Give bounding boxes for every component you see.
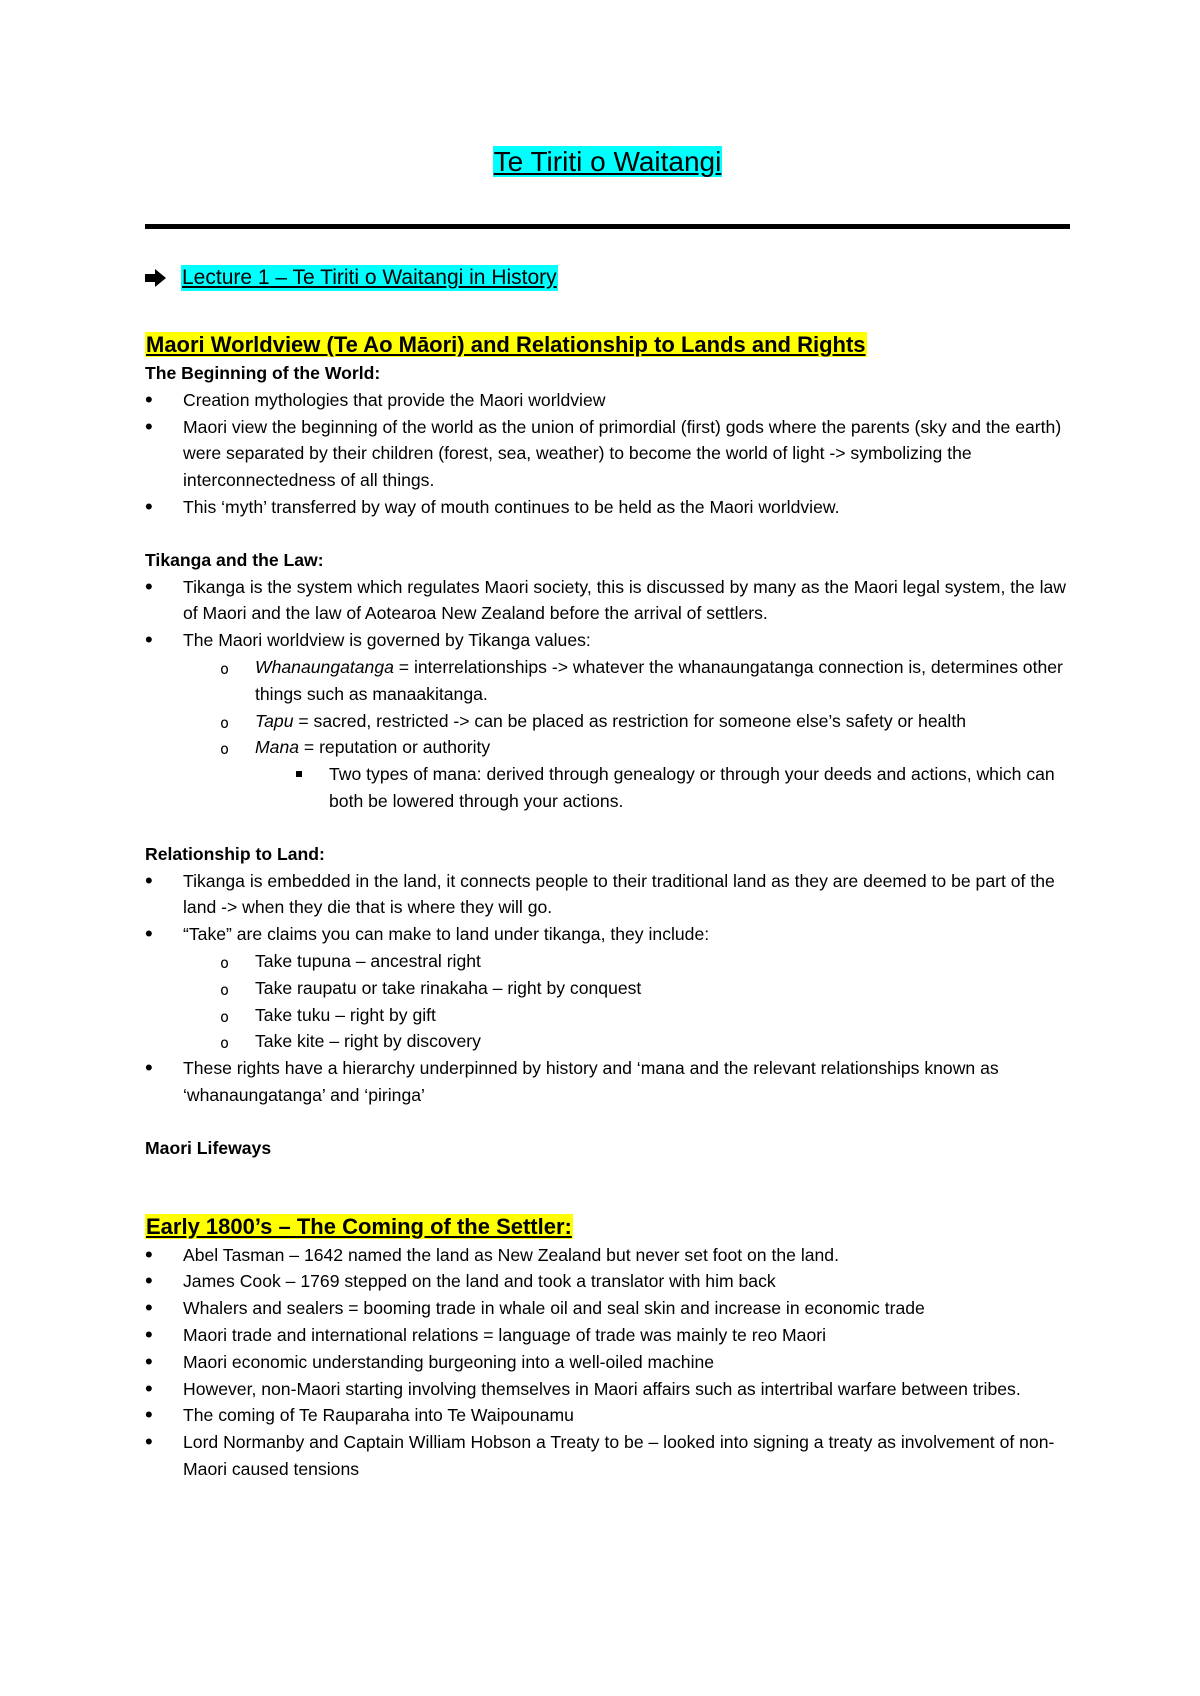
lecture-heading	[145, 265, 558, 291]
title-block	[145, 145, 1070, 179]
list-item: o Tapu = sacred, restricted -> can be placed as restriction for someone else’s safety or health	[145, 708, 1070, 735]
list-item: o Mana = reputation or authority Two types of mana: derived through genealogy or through your deeds and actions, which can both be lowered through your actions.	[145, 734, 1070, 814]
list-item: • Lord Normanby and Captain William Hobson a Treaty to be – looked into signing a treaty as involvement of non-Maori caused tensions	[145, 1429, 1070, 1483]
settler-list	[145, 1242, 1070, 1483]
list-item: • Whalers and sealers = booming trade in whale oil and seal skin and increase in economic trade	[145, 1295, 1070, 1322]
list-item: • “Take” are claims you can make to land under tikanga, they include: o Take tupuna – ancestral right o Take raupatu or take rinakaha – right by conquest o Take tuku – right by gift o Take kite – right by discovery	[145, 921, 1070, 1055]
list-item: o Take raupatu or take rinakaha – right by conquest	[145, 975, 1070, 1002]
subheading-lifeways: Maori Lifeways	[145, 1137, 272, 1158]
list-item: o Whanaungatanga = interrelationships -> whatever the whanaungatanga connection is, determines other things such as manaakitanga.	[145, 654, 1070, 708]
mana-sub-list	[255, 761, 1070, 815]
list-item: • Tikanga is the system which regulates Maori society, this is discussed by many as the Maori legal system, the law of Maori and the law of Aotearoa New Zealand before the arrival of settlers.	[145, 574, 1070, 628]
page-title: Te Tiriti o Waitangi	[493, 146, 722, 177]
list-item: o Take kite – right by discovery	[145, 1028, 1070, 1055]
list-item: • Maori economic understanding burgeoning into a well-oiled machine	[145, 1349, 1070, 1376]
list-item: o Take tupuna – ancestral right	[145, 948, 1070, 975]
list-item: • The Maori worldview is governed by Tikanga values: o Whanaungatanga = interrelationships -> whatever the whanaungatanga connection is, determines other things such as manaakitanga. o Tapu = sacred, restricted -> can be placed as restriction for someone else’s safety or health o Mana = reputation or authority Two types of mana: derived through genealogy or through your deeds and actions, which can both be lowered through your actions.	[145, 627, 1070, 815]
list-item: Two types of mana: derived through genealogy or through your deeds and actions, which can both be lowered through your actions.	[145, 761, 1070, 815]
subheading-land: Relationship to Land:	[145, 843, 325, 864]
horizontal-rule	[145, 224, 1070, 229]
arrow-right-icon	[145, 268, 167, 288]
list-item: • However, non-Maori starting involving themselves in Maori affairs such as intertribal warfare between tribes.	[145, 1376, 1070, 1403]
list-item: • These rights have a hierarchy underpinned by history and ‘mana and the relevant relationships known as ‘whanaungatanga’ and ‘piringa’	[145, 1055, 1070, 1109]
list-item: • Tikanga is embedded in the land, it connects people to their traditional land as they are deemed to be part of the land -> when they die that is where they will go.	[145, 868, 1070, 922]
section-heading-worldview: Maori Worldview (Te Ao Māori) and Relationship to Lands and Rights	[146, 332, 866, 357]
subheading-tikanga: Tikanga and the Law:	[145, 549, 324, 570]
section-heading-settler: Early 1800’s – The Coming of the Settler:	[146, 1213, 572, 1239]
list-item: • This ‘myth’ transferred by way of mouth continues to be held as the Maori worldview.	[145, 494, 1070, 521]
list-item: • Maori view the beginning of the world as the union of primordial (first) gods where the parents (sky and the earth) were separated by their children (forest, sea, weather) to become the world of light -> symbolizing the interconnectedness of all things.	[145, 414, 1070, 494]
tikanga-list	[145, 574, 1070, 815]
subheading-beginning: The Beginning of the World:	[145, 363, 381, 383]
take-claims-list	[183, 948, 1070, 1055]
beginning-list	[145, 387, 1070, 521]
document-content	[145, 330, 1070, 1483]
list-item: • The coming of Te Rauparaha into Te Waipounamu	[145, 1402, 1070, 1429]
list-item: • Creation mythologies that provide the Maori worldview	[145, 387, 1070, 414]
list-item: • James Cook – 1769 stepped on the land and took a translator with him back	[145, 1268, 1070, 1295]
tikanga-values-list	[183, 654, 1070, 815]
lecture-title: Lecture 1 – Te Tiriti o Waitangi in History	[182, 266, 557, 289]
list-item: • Abel Tasman – 1642 named the land as New Zealand but never set foot on the land.	[145, 1242, 1070, 1269]
land-list	[145, 868, 1070, 1109]
list-item: o Take tuku – right by gift	[145, 1002, 1070, 1029]
list-item: • Maori trade and international relations = language of trade was mainly te reo Maori	[145, 1322, 1070, 1349]
